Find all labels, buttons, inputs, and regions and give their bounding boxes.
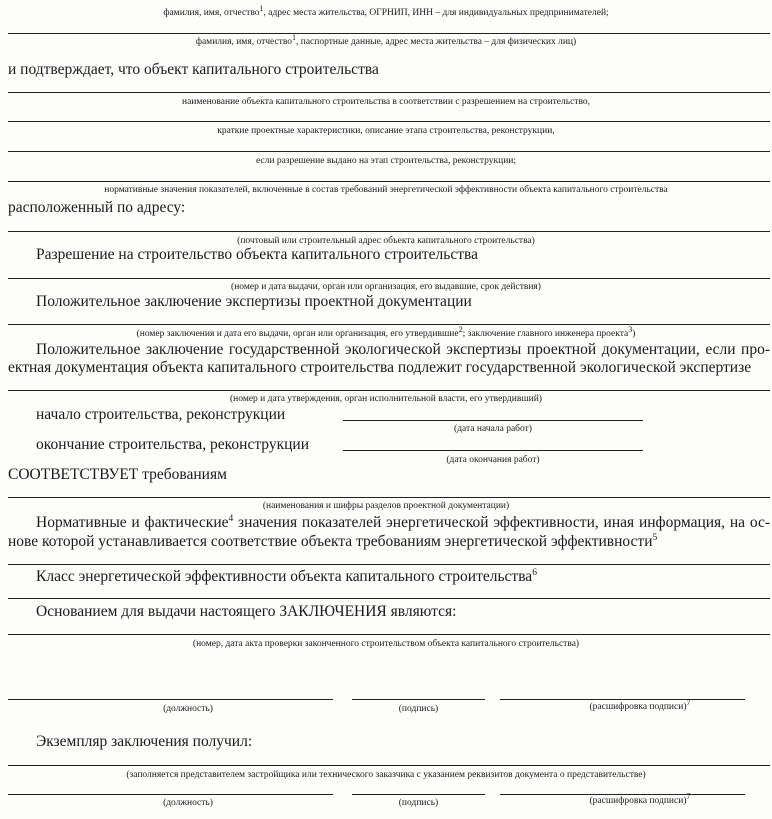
fill-line-stage[interactable] (8, 151, 770, 152)
text-complies: СООТВЕТСТВУЕТ требованиям (8, 466, 227, 483)
caption-position-2: (должность) (163, 798, 213, 808)
fill-line-decode-2[interactable] (500, 794, 745, 795)
fill-line-end-date[interactable] (343, 450, 643, 451)
caption-person: фамилия, имя, отчество$^1$, паспортные данные, адрес места жительства – для физических лиц) (195, 32, 577, 47)
caption-characteristics: краткие проектные характеристики, описание этапа строительства, реконструкции, (217, 126, 555, 136)
caption-stage-permit: если разрешение выдано на этап строительства, реконструкции; (255, 156, 517, 166)
fill-line-position-2[interactable] (8, 794, 333, 795)
caption-signature-decode-2: (расшифровка подписи)$^7$ (589, 791, 691, 806)
caption-eco-details: (номер и дата утверждения, орган исполнительной власти, его утвердивший) (230, 394, 542, 404)
fill-line-signature-2[interactable] (352, 794, 485, 795)
caption-entrepreneur: фамилия, имя, отчество$^1$, адрес места жительства, ОГРНИП, ИНН – для индивидуальных предпринимателей; (163, 3, 609, 18)
text-copy-received: Экземпляр заключения получил: (36, 733, 253, 750)
text-start: начало строительства, реконструкции (36, 406, 286, 423)
caption-expertise-details: (номер заключения и дата его выдачи, орган или организация, его утвердившие$^2$; заключение главного инженера проекта$^3$) (136, 324, 636, 339)
caption-start-date: (дата начала работ) (454, 424, 532, 434)
caption-signature-1: (подпись) (398, 704, 439, 714)
fill-line-person[interactable] (8, 33, 770, 34)
text-values-line2: нове которой устанавливается соответствие объекта требованиям энергетической эффективности$^5$ (8, 532, 658, 550)
fill-line-decode-1[interactable] (500, 699, 745, 700)
caption-representative: (заполняется представителем застройщика или технического заказчика с указанием реквизитов документа о представительстве) (126, 770, 646, 780)
caption-energy-norms: нормативные значения показателей, включенные в состав требований энергетической эффективности объекта капитального строительства (104, 185, 668, 195)
fill-line-act[interactable] (8, 634, 770, 635)
fill-line-position-1[interactable] (8, 699, 333, 700)
fill-line-address[interactable] (8, 231, 770, 232)
text-eco-line1: Положительное заключение государственной экологической экспертизы проектной документации, если про- (36, 341, 770, 358)
text-basis: Основанием для выдачи настоящего ЗАКЛЮЧЕНИЯ являются: (36, 603, 457, 620)
fill-line-sections[interactable] (8, 497, 770, 498)
caption-signature-2: (подпись) (398, 798, 439, 808)
text-eco-line2: ектная документация объекта капитального строительства подлежит государственной экологической экспертизе (8, 359, 752, 376)
text-energy-class: Класс энергетической эффективности объекта капитального строительства$^6$ (36, 567, 537, 585)
caption-sections: (наименования и шифры разделов проектной документации) (262, 501, 510, 511)
fill-line-signature-1[interactable] (352, 699, 485, 700)
fill-line-object-name[interactable] (8, 92, 770, 93)
caption-act-details: (номер, дата акта проверки законченного строительством объекта капитального строительства) (192, 639, 580, 649)
text-values-line1: Нормативные и фактические$^4$ значения показателей энергетической эффективности, иная информация, на ос- (36, 513, 771, 531)
fill-line-eco[interactable] (8, 390, 770, 391)
fill-line-energy-norms[interactable] (8, 181, 770, 182)
text-confirms: и подтверждает, что объект капитального строительства (8, 61, 379, 78)
text-expertise: Положительное заключение экспертизы проектной документации (36, 293, 472, 310)
caption-end-date: (дата окончания работ) (446, 455, 540, 465)
fill-line-permit[interactable] (8, 278, 770, 279)
fill-line-characteristics[interactable] (8, 121, 770, 122)
caption-address: (почтовый или строительный адрес объекта капитального строительства) (237, 236, 535, 246)
caption-position-1: (должность) (163, 704, 213, 714)
caption-object-name: наименование объекта капитального строительства в соответствии с разрешением на строительство, (181, 97, 591, 107)
caption-permit-details: (номер и дата выдачи, орган или организация, его выдавшие, срок действия) (231, 282, 541, 292)
fill-line-expertise[interactable] (8, 324, 770, 325)
fill-line-values[interactable] (8, 564, 770, 565)
text-permit: Разрешение на строительство объекта капитального строительства (36, 246, 478, 263)
fill-line-representative[interactable] (8, 765, 770, 766)
text-located: расположенный по адресу: (8, 199, 186, 216)
text-end: окончание строительства, реконструкции (36, 436, 310, 453)
fill-line-start-date[interactable] (343, 420, 643, 421)
fill-line-energy-class[interactable] (8, 598, 770, 599)
caption-signature-decode-1: (расшифровка подписи)$^7$ (589, 697, 691, 712)
